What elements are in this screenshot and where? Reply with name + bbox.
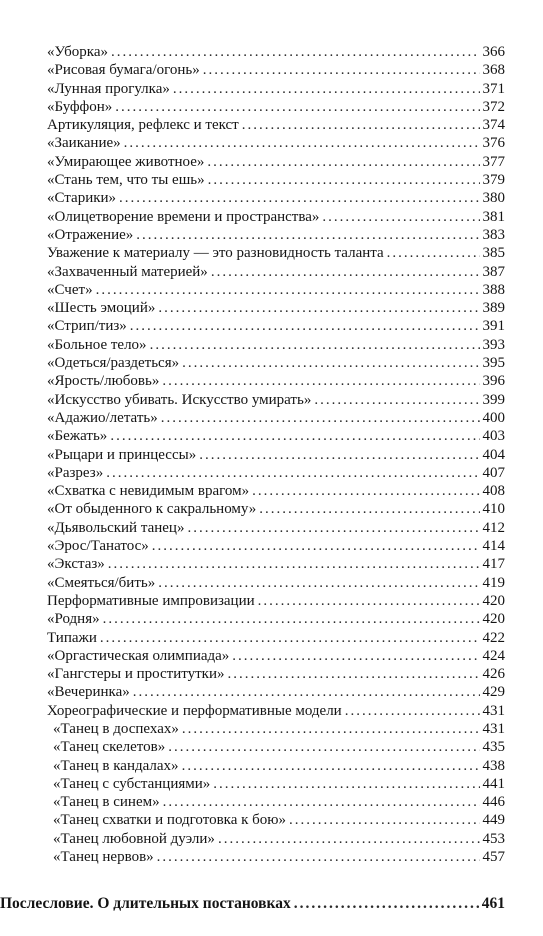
toc-entry-page: 441 (482, 775, 505, 792)
dot-leader (182, 720, 480, 738)
toc-entry-page: 374 (482, 117, 505, 134)
toc-entry (0, 336, 543, 354)
toc-entry-page: 385 (482, 245, 505, 262)
toc-entry (0, 171, 543, 189)
toc-entry (0, 134, 543, 152)
dot-leader (133, 683, 480, 701)
dot-leader (136, 226, 479, 244)
toc-entry (0, 757, 543, 775)
dot-leader (158, 299, 479, 317)
toc-entry-page: 377 (482, 153, 505, 170)
dot-leader (232, 647, 479, 665)
toc-entry (0, 189, 543, 207)
toc-entry (0, 830, 543, 848)
dot-leader (119, 189, 479, 207)
toc-entry-page: 404 (482, 446, 505, 463)
toc-entry-page: 387 (482, 263, 505, 280)
toc-entry-page: 417 (482, 556, 505, 573)
toc-entry-title: «Танец с субстанциями» (53, 775, 211, 792)
toc-entry-title: «Эрос/Танатос» (47, 538, 149, 555)
toc-entry-page: 400 (482, 409, 505, 426)
toc-entry-page: 414 (482, 538, 505, 555)
toc-entry (0, 848, 543, 866)
dot-leader (106, 464, 479, 482)
toc-entry (0, 281, 543, 299)
toc-entry (0, 391, 543, 409)
dot-leader (211, 263, 480, 281)
toc-entry-title: «Отражение» (47, 226, 134, 243)
toc-entry (0, 372, 543, 390)
toc-entry (0, 537, 543, 555)
toc-entry (0, 629, 543, 647)
toc-entry (0, 519, 543, 537)
toc-entry-page: 453 (482, 830, 505, 847)
toc-entry (0, 409, 543, 427)
toc-entry (0, 738, 543, 756)
toc-entry-page: 383 (482, 226, 505, 243)
toc-entry-page: 379 (482, 172, 505, 189)
dot-leader (115, 98, 479, 116)
toc-entry (0, 208, 543, 226)
dot-leader (168, 738, 479, 756)
toc-entry (0, 500, 543, 518)
toc-entry-page: 380 (482, 190, 505, 207)
toc-entry-page: 410 (482, 501, 505, 518)
dot-leader (208, 171, 480, 189)
toc-entry-page: 422 (482, 629, 505, 646)
toc-entry-page: 457 (482, 849, 505, 866)
toc-entry-title: «Гангстеры и проститутки» (47, 666, 225, 683)
dot-leader (161, 409, 480, 427)
toc-entry-title: «Старики» (47, 190, 117, 207)
toc-entry-title: Хореографические и перформативные модели (47, 702, 342, 719)
dot-leader (294, 893, 479, 915)
toc-entry-title: «Танец в доспехах» (53, 720, 179, 737)
toc-entry-title: «Рыцари и принцессы» (47, 446, 197, 463)
dot-leader (314, 391, 479, 409)
toc-entry-title: «От обыденного к сакральному» (47, 501, 257, 518)
toc-entry-title: Артикуляция, рефлекс и текст (47, 117, 239, 134)
toc-entry (0, 464, 543, 482)
toc-entry (0, 793, 543, 811)
toc-entry (0, 116, 543, 134)
toc-entry (0, 61, 543, 79)
toc-entry-afterword (0, 893, 543, 915)
toc-entry-page: 372 (482, 98, 505, 115)
toc-entry (0, 775, 543, 793)
toc-entry-page: 426 (482, 666, 505, 683)
dot-leader (96, 281, 480, 299)
toc-entry (0, 226, 543, 244)
dot-leader (150, 336, 480, 354)
toc-entry-title: «Адажио/летать» (47, 409, 158, 426)
toc-entry (0, 153, 543, 171)
toc-entry-page: 376 (482, 135, 505, 152)
toc-entry-title: «Счет» (47, 281, 93, 298)
toc-entry-title: «Экстаз» (47, 556, 105, 573)
toc-entry-title: «Умирающее животное» (47, 153, 205, 170)
toc-entry-title: Перформативные импровизации (47, 592, 255, 609)
toc-entry-title: Уважение к материалу — это разновидность таланта (47, 245, 384, 262)
toc-entry-title: «Буффон» (47, 98, 113, 115)
toc-entry-title: «Искусство убивать. Искусство умирать» (47, 391, 312, 408)
dot-leader (387, 244, 480, 262)
toc-entry-page: 389 (482, 300, 505, 317)
dot-leader (242, 116, 480, 134)
toc-entry-title: «Схватка с невидимым врагом» (47, 483, 250, 500)
toc-entry-title: «Танец в кандалах» (53, 757, 179, 774)
toc-entry-page: 403 (482, 428, 505, 445)
toc-entry-page: 395 (482, 355, 505, 372)
toc-entry-title: Послесловие. О длительных постановках (0, 895, 291, 912)
toc-entry-title: «Танец в синем» (53, 794, 160, 811)
toc-entry-title: «Ярость/любовь» (47, 373, 160, 390)
toc-entry (0, 610, 543, 628)
toc-entry-title: Типажи (47, 629, 97, 646)
toc-entry (0, 299, 543, 317)
dot-leader (182, 354, 479, 372)
dot-leader (207, 153, 479, 171)
toc-entry-page: 419 (482, 574, 505, 591)
dot-leader (258, 592, 480, 610)
toc-entry-page: 431 (482, 702, 505, 719)
toc-entry-page: 429 (482, 684, 505, 701)
dot-leader (203, 61, 480, 79)
dot-leader (158, 574, 479, 592)
toc-entry (0, 683, 543, 701)
toc-entry-page: 368 (482, 62, 505, 79)
toc-entry-title: «Рисовая бумага/огонь» (47, 62, 200, 79)
toc-entry-page: 393 (482, 336, 505, 353)
toc-entry-title: «Смеяться/бить» (47, 574, 156, 591)
dot-leader (108, 555, 480, 573)
dot-leader (322, 208, 479, 226)
toc-entry-title: «Танец скелетов» (53, 739, 166, 756)
toc-entry-title: «Танец нервов» (53, 849, 154, 866)
toc-entry (0, 446, 543, 464)
toc-entry-page: 399 (482, 391, 505, 408)
toc-entry (0, 354, 543, 372)
toc-entry-page: 381 (482, 208, 505, 225)
toc-entry (0, 647, 543, 665)
toc-entry-title: «Лунная прогулка» (47, 80, 170, 97)
dot-leader (124, 134, 480, 152)
dot-leader (173, 80, 480, 98)
toc-entry-page: 431 (482, 720, 505, 737)
toc-entry (0, 574, 543, 592)
toc-entry (0, 720, 543, 738)
toc-entry-page: 435 (482, 739, 505, 756)
toc-entry-title: «Стрип/тиз» (47, 318, 127, 335)
toc-entry-page: 461 (481, 895, 505, 912)
toc-entry-title: «Заикание» (47, 135, 121, 152)
dot-leader (110, 427, 479, 445)
toc-entry-page: 446 (482, 794, 505, 811)
dot-leader (100, 629, 480, 647)
toc-entry-title: «Захваченный материей» (47, 263, 208, 280)
toc-entry-title: «Олицетворение времени и пространства» (47, 208, 320, 225)
dot-leader (218, 830, 480, 848)
dot-leader (252, 482, 479, 500)
toc-entry-title: «Танец схватки и подготовка к бою» (53, 812, 287, 829)
toc-entry-page: 396 (482, 373, 505, 390)
dot-leader (259, 500, 479, 518)
toc-entry-title: «Дьявольский танец» (47, 519, 185, 536)
toc-entry-title: «Шесть эмоций» (47, 300, 156, 317)
toc-entry (0, 263, 543, 281)
toc-entry-title: «Танец любовной дуэли» (53, 830, 215, 847)
toc-entry-title: «Больное тело» (47, 336, 147, 353)
toc-entry-page: 449 (482, 812, 505, 829)
toc-entry-page: 407 (482, 464, 505, 481)
dot-leader (289, 811, 479, 829)
toc-entry-page: 420 (482, 592, 505, 609)
toc-entry-title: «Бежать» (47, 428, 108, 445)
toc-entry-title: «Стань тем, что ты ешь» (47, 172, 205, 189)
toc-entry (0, 811, 543, 829)
dot-leader (182, 757, 480, 775)
toc-entry-page: 371 (482, 80, 505, 97)
toc-entry-title: «Разрез» (47, 464, 104, 481)
toc-entry (0, 555, 543, 573)
toc-entry (0, 482, 543, 500)
toc-entry-page: 366 (482, 44, 505, 60)
toc-entry (0, 43, 543, 61)
toc-entry-page: 438 (482, 757, 505, 774)
toc-entry-title: «Вечеринка» (47, 684, 130, 701)
toc-entry-title: «Родня» (47, 611, 100, 628)
dot-leader (157, 848, 480, 866)
dot-leader (152, 537, 480, 555)
toc-entry (0, 702, 543, 720)
toc-entry-page: 408 (482, 483, 505, 500)
dot-leader (227, 665, 479, 683)
dot-leader (103, 610, 480, 628)
dot-leader (345, 702, 480, 720)
dot-leader (187, 519, 479, 537)
dot-leader (213, 775, 479, 793)
toc-entry-page: 388 (482, 281, 505, 298)
toc-entry-title: «Уборка» (47, 44, 109, 60)
dot-leader (163, 793, 480, 811)
toc-entry (0, 665, 543, 683)
toc-entry-page: 420 (482, 611, 505, 628)
toc-entry (0, 317, 543, 335)
toc-entry (0, 592, 543, 610)
toc-entry (0, 427, 543, 445)
toc-entry-title: «Одеться/раздеться» (47, 355, 180, 372)
toc-entry (0, 80, 543, 98)
toc-entry (0, 98, 543, 116)
toc-entry-page: 391 (482, 318, 505, 335)
dot-leader (111, 43, 479, 61)
dot-leader (130, 317, 480, 335)
toc-entry-page: 412 (482, 519, 505, 536)
dot-leader (199, 446, 479, 464)
toc-entry-title: «Оргастическая олимпиада» (47, 647, 230, 664)
table-of-contents (0, 43, 543, 866)
toc-entry-page: 424 (482, 647, 505, 664)
toc-entry (0, 244, 543, 262)
dot-leader (162, 372, 479, 390)
